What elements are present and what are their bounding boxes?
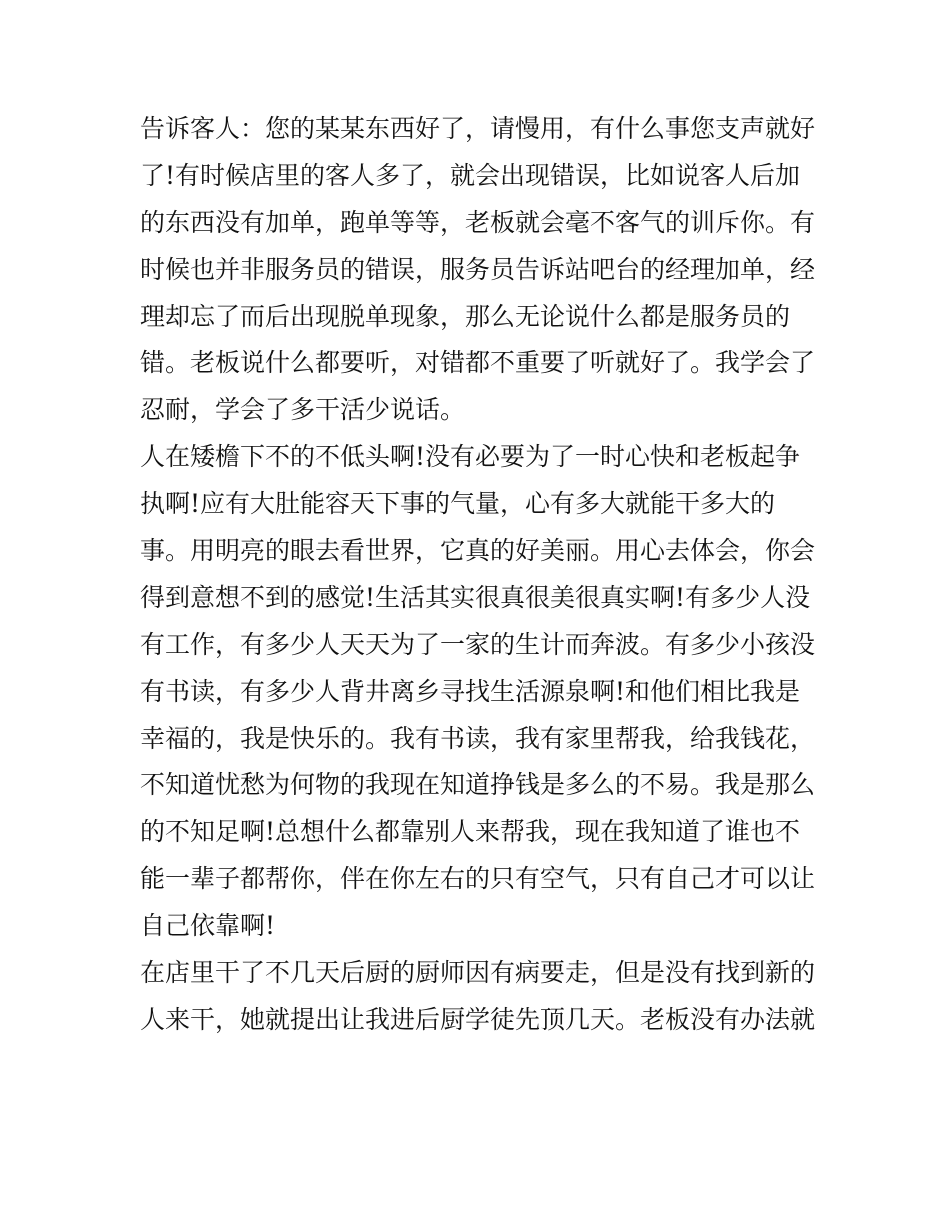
- text-line: 人来干，她就提出让我进后厨学徒先顶几天。老板没有办法就: [140, 1004, 816, 1034]
- text-line: 的东西没有加单，跑单等等，老板就会毫不客气的训斥你。有: [140, 207, 816, 237]
- text-line: 时候也并非服务员的错误，服务员告诉站吧台的经理加单，经: [140, 254, 816, 284]
- text-line: 错。老板说什么都要听，对错都不重要了听就好了。我学会了: [140, 348, 816, 378]
- text-line: 事。用明亮的眼去看世界，它真的好美丽。用心去体会，你会: [140, 536, 816, 566]
- text-line: 执啊!应有大肚能容天下事的气量，心有多大就能干多大的: [140, 489, 776, 519]
- text-line: 自己依靠啊!: [140, 911, 276, 941]
- text-line: 理却忘了而后出现脱单现象，那么无论说什么都是服务员的: [140, 301, 791, 331]
- text-line: 幸福的，我是快乐的。我有书读，我有家里帮我，给我钱花，: [140, 723, 816, 753]
- text-line: 忍耐，学会了多干活少说话。: [140, 395, 466, 425]
- text-line: 在店里干了不几天后厨的厨师因有病要走，但是没有找到新的: [140, 958, 816, 988]
- text-line: 人在矮檐下不的不低头啊!没有必要为了一时心快和老板起争: [140, 442, 801, 472]
- text-line: 告诉客人：您的某某东西好了，请慢用，有什么事您支声就好: [140, 114, 816, 143]
- text-line: 有工作，有多少人天天为了一家的生计而奔波。有多少小孩没: [140, 629, 816, 659]
- text-line: 能一辈子都帮你，伴在你左右的只有空气，只有自己才可以让: [140, 864, 816, 894]
- text-line: 的不知足啊!总想什么都靠别人来帮我，现在我知道了谁也不: [140, 817, 801, 847]
- text-line: 了!有时候店里的客人多了，就会出现错误，比如说客人后加: [140, 160, 801, 190]
- text-line: 不知道忧愁为何物的我现在知道挣钱是多么的不易。我是那么: [140, 770, 816, 800]
- text-line: 得到意想不到的感觉!生活其实很真很美很真实啊!有多少人没: [140, 582, 811, 612]
- text-line: 有书读，有多少人背井离乡寻找生活源泉啊!和他们相比我是: [140, 676, 801, 706]
- document-body: [140, 106, 820, 1044]
